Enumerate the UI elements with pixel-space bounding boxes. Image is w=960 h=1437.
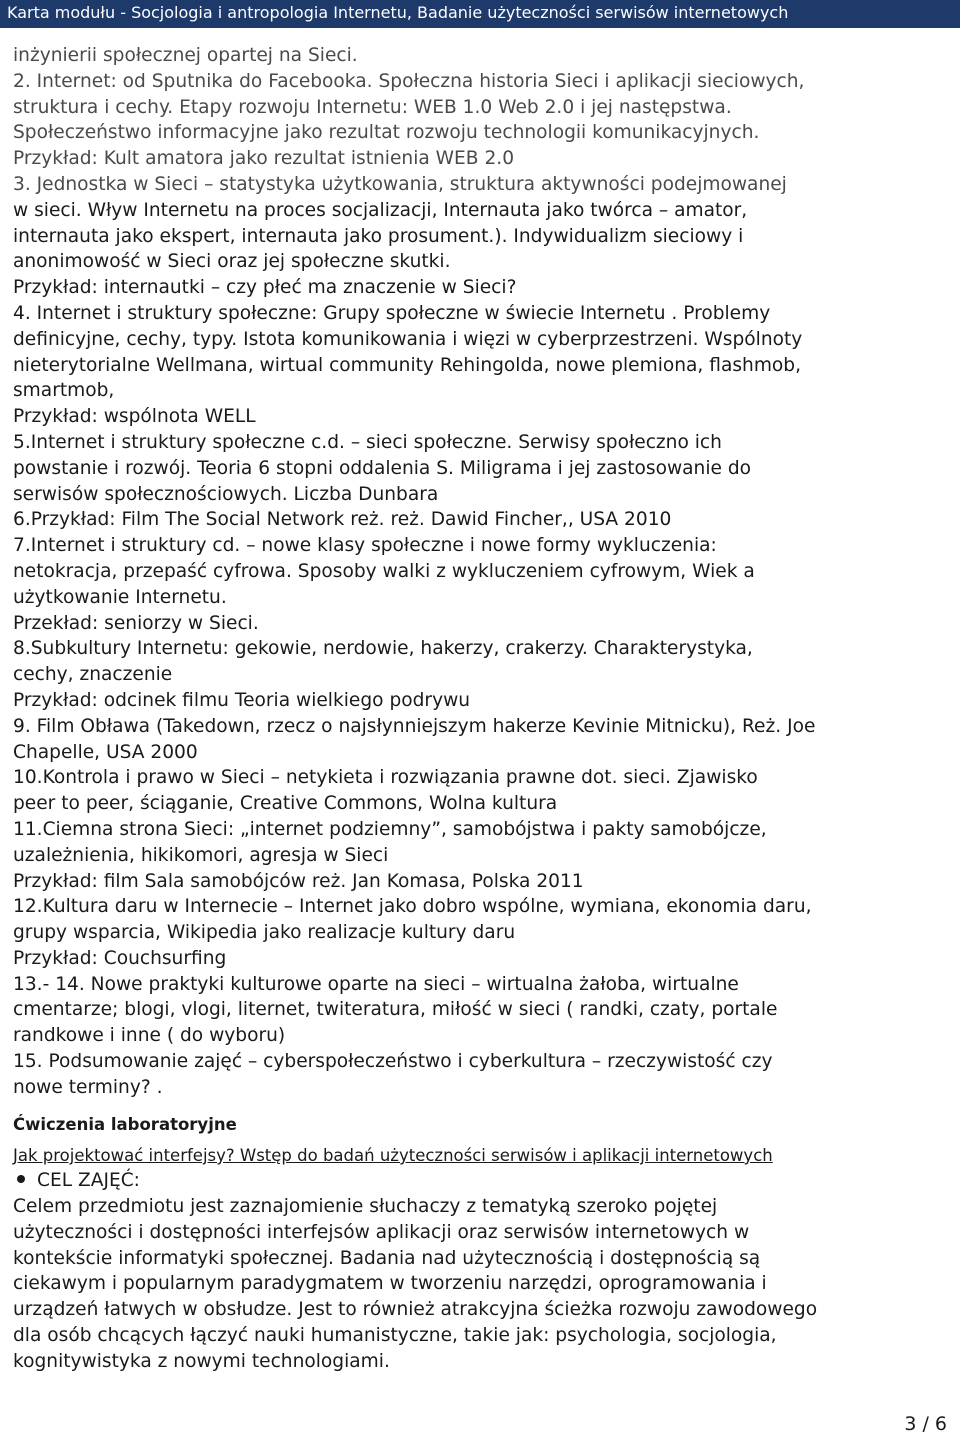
text-line: cechy, znaczenie xyxy=(13,664,173,686)
text-line: Przykład: Couchsurfing xyxy=(13,947,227,969)
text-line: 9. Film Obława (Takedown, rzecz o najsłynniejszym hakerze Kevinie Mitnicku), Reż. Joe xyxy=(13,715,816,737)
text-line: Przekład: seniorzy w Sieci. xyxy=(13,612,259,634)
lab-heading: Ćwiczenia laboratoryjne xyxy=(13,1115,237,1134)
text-line: Celem przedmiotu jest zaznajomienie słuchaczy z tematyką szeroko pojętej xyxy=(13,1196,718,1217)
text-line: użyteczności i dostępności interfejsów aplikacji oraz serwisów internetowych w xyxy=(13,1221,750,1243)
text-line: 4. Internet i struktury społeczne: Grupy społeczne w świecie Internetu . Problemy xyxy=(13,302,771,324)
text-line: nowe terminy? . xyxy=(13,1076,163,1098)
text-line: anonimowość w Sieci oraz jej społeczne skutki. xyxy=(13,251,451,273)
text-line: definicyjne, cechy, typy. Istota komunikowania i więzi w cyberprzestrzeni. Wspólnoty xyxy=(13,328,803,350)
text-line: Przykład: internautki – czy płeć ma znaczenie w Sieci? xyxy=(13,277,517,299)
bullet-icon xyxy=(17,1175,25,1183)
text-line: kognitywistyka z nowymi technologiami. xyxy=(13,1350,390,1372)
text-line: 3. Jednostka w Sieci – statystyka użytkowania, struktura aktywności podejmowanej xyxy=(13,173,787,195)
text-line: randkowe i inne ( do wyboru) xyxy=(13,1025,286,1047)
text-line: urządzeń łatwych w obsłudze. Jest to również atrakcyjna ścieżka rozwoju zawodowego xyxy=(13,1299,818,1321)
text-line: Chapelle, USA 2000 xyxy=(13,741,198,763)
text-line: 2. Internet: od Sputnika do Facebooka. Społeczna historia Sieci i aplikacji sieciowych, xyxy=(13,70,805,92)
document-title: Karta modułu - Socjologia i antropologia Internetu, Badanie użyteczności serwisów internetowych xyxy=(7,3,789,22)
page-number: 3 / 6 xyxy=(904,1413,947,1435)
text-line: 7.Internet i struktury cd. – nowe klasy społeczne i nowe formy wykluczenia: xyxy=(13,535,717,557)
text-line: Przykład: wspólnota WELL xyxy=(13,406,256,428)
text-line: Przykład: Kult amatora jako rezultat istnienia WEB 2.0 xyxy=(13,148,515,170)
text-line: użytkowanie Internetu. xyxy=(13,586,227,608)
text-line: dla osób chcących łączyć nauki humanistyczne, takie jak: psychologia, socjologia, xyxy=(13,1324,777,1346)
goal-label: CEL ZAJĘĆ: xyxy=(37,1170,140,1191)
text-line: serwisów społecznościowych. Liczba Dunbara xyxy=(13,483,439,505)
text-line: grupy wsparcia, Wikipedia jako realizacje kultury daru xyxy=(13,922,516,944)
document-header xyxy=(0,0,960,28)
text-line: Przykład: odcinek filmu Teoria wielkiego podrywu xyxy=(13,689,471,711)
text-line: ciekawym i popularnym paradygmatem w tworzeniu narzędzi, oprogramowania i xyxy=(13,1273,767,1295)
text-line: 5.Internet i struktury społeczne c.d. – sieci społeczne. Serwisy społeczno ich xyxy=(13,431,722,453)
text-line: 12.Kultura daru w Internecie – Internet jako dobro wspólne, wymiana, ekonomia daru, xyxy=(13,896,812,918)
text-line: 10.Kontrola i prawo w Sieci – netykieta i rozwiązania prawne dot. sieci. Zjawisko xyxy=(13,767,758,789)
text-line: cmentarze; blogi, vlogi, liternet, twiteratura, miłość w sieci ( randki, czaty, portale xyxy=(13,999,778,1021)
goal-description xyxy=(13,1194,953,1375)
text-line: struktura i cechy. Etapy rozwoju Internetu: WEB 1.0 Web 2.0 i jej następstwa. xyxy=(13,96,732,118)
lab-topic-link[interactable]: Jak projektować interfejsy? Wstęp do badań użyteczności serwisów i aplikacji internetowych xyxy=(13,1146,773,1165)
text-line: uzależnienia, hikikomori, agresja w Sieci xyxy=(13,844,389,866)
text-line: w sieci. Wływ Internetu na proces socjalizacji, Internauta jako twórca – amator, xyxy=(13,199,748,221)
text-line: 11.Ciemna strona Sieci: „internet podziemny”, samobójstwa i pakty samobójcze, xyxy=(13,818,767,840)
text-line: smartmob, xyxy=(13,380,115,402)
text-line: 8.Subkultury Internetu: gekowie, nerdowie, hakerzy, crakerzy. Charakterystyka, xyxy=(13,638,753,660)
text-line: 13.- 14. Nowe praktyki kulturowe oparte na sieci – wirtualna żałoba, wirtualne xyxy=(13,973,739,995)
text-line: inżynierii społecznej opartej na Sieci. xyxy=(13,45,358,66)
text-line: nieterytorialne Wellmana, wirtual community Rehingolda, nowe plemiona, flashmob, xyxy=(13,354,802,376)
text-line: Społeczeństwo informacyjne jako rezultat rozwoju technologii komunikacyjnych. xyxy=(13,122,760,144)
text-line: kontekście informatyki społecznej. Badania nad użytecznością i dostępnością są xyxy=(13,1247,761,1269)
text-line: peer to peer, ściąganie, Creative Commons, Wolna kultura xyxy=(13,793,558,815)
text-line: 6.Przykład: Film The Social Network reż. reż. Dawid Fincher,, USA 2010 xyxy=(13,509,672,531)
text-line: powstanie i rozwój. Teoria 6 stopni oddalenia S. Miligrama i jej zastosowanie do xyxy=(13,457,752,479)
text-line: netokracja, przepaść cyfrowa. Sposoby walki z wykluczeniem cyfrowym, Wiek a xyxy=(13,560,755,582)
syllabus-topics xyxy=(13,43,953,1101)
text-line: internauta jako ekspert, internauta jako prosument.). Indywidualizm sieciowy i xyxy=(13,225,744,247)
text-line: 15. Podsumowanie zajęć – cyberspołeczeństwo i cyberkultura – rzeczywistość czy xyxy=(13,1051,773,1073)
text-line: Przykład: film Sala samobójców reż. Jan Komasa, Polska 2011 xyxy=(13,870,584,892)
goal-item xyxy=(13,1168,140,1194)
